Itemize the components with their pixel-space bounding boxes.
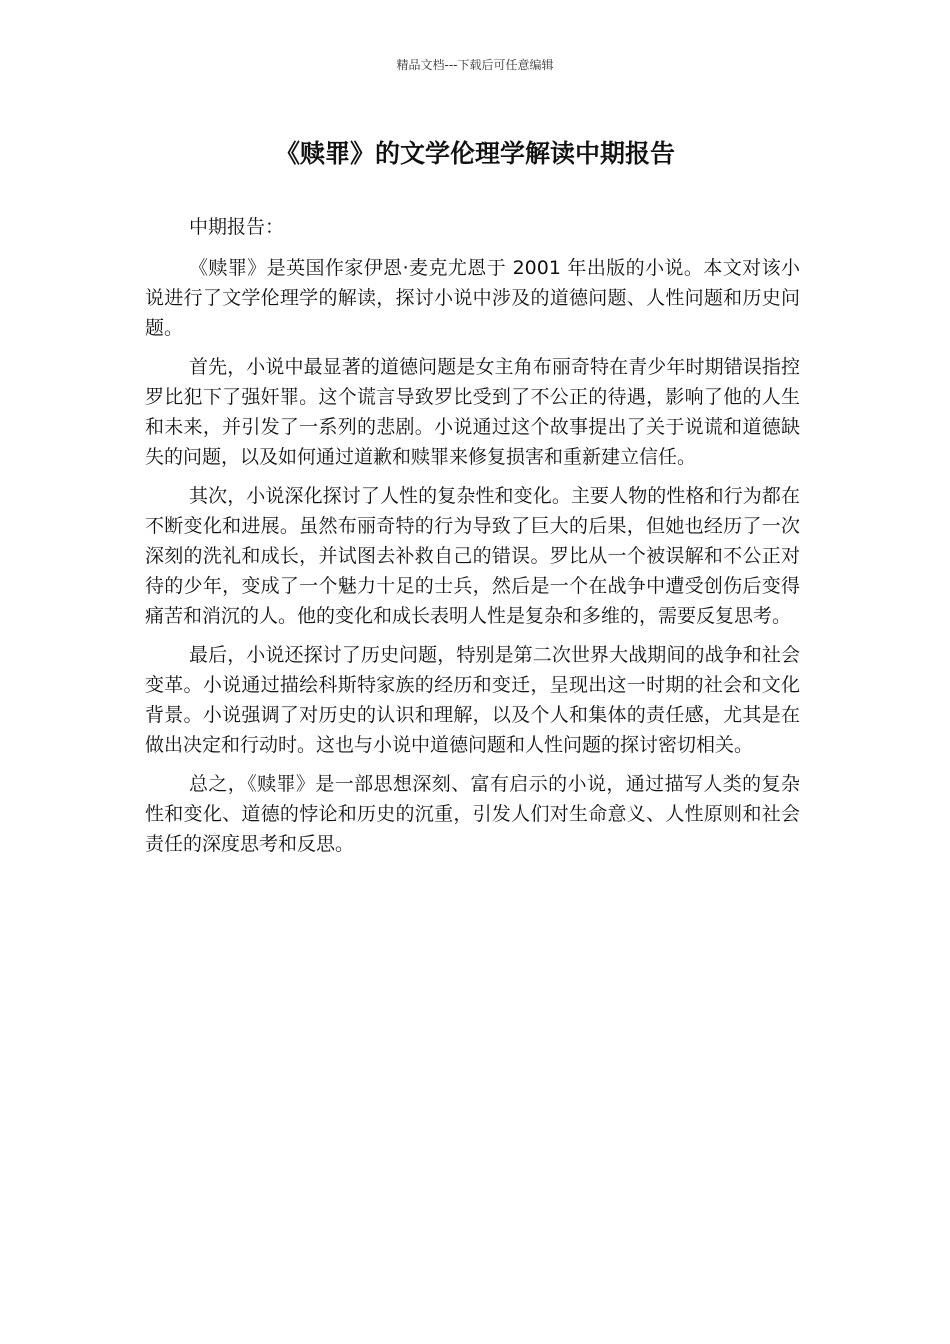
paragraph-history: 最后，小说还探讨了历史问题，特别是第二次世界大战期间的战争和社会变革。小说通过描绘科斯特家族的经历和变迁，呈现出这一时期的社会和文化背景。小说强调了对历史的认识和理解，以及个人和集体的责任感，尤其是在做出决定和行动时。这也与小说中道德问题和人性问题的探讨密切相关。 [145, 644, 800, 756]
header-note: 精品文档---下载后可任意编辑 [396, 58, 554, 72]
document-title: 《赎罪》的文学伦理学解读中期报告 [274, 139, 675, 168]
paragraph-human-nature: 其次，小说深化探讨了人性的复杂性和变化。主要人物的性格和行为都在不断变化和进展。虽然布丽奇特的行为导致了巨大的后果，但她也经历了一次深刻的洗礼和成长，并试图去补救自己的错误。罗比从一个被误解和不公正对待的少年，变成了一个魅力十足的士兵，然后是一个在战争中遭受创伤后变得痛苦和消沉的人。他的变化和成长表明人性是复杂和多维的，需要反复思考。 [145, 485, 800, 627]
paragraph-conclusion: 总之，《赎罪》是一部思想深刻、富有启示的小说，通过描写人类的复杂性和变化、道德的悖论和历史的沉重，引发人们对生命意义、人性原则和社会责任的深度思考和反思。 [145, 773, 800, 855]
paragraph-intro-label: 中期报告： [189, 216, 285, 238]
paragraph-moral-issue: 首先，小说中最显著的道德问题是女主角布丽奇特在青少年时期错误指控罗比犯下了强奸罪。这个谎言导致罗比受到了不公正的待遇，影响了他的人生和未来，并引发了一系列的悲剧。小说通过这个故事提出了关于说谎和道德缺失的问题，以及如何通过道歉和赎罪来修复损害和重新建立信任。 [145, 356, 800, 468]
document-body [145, 212, 800, 868]
paragraph-overview: 《赎罪》是英国作家伊恩·麦克尤恩于 2001 年出版的小说。本文对该小说进行了文学伦理学的解读，探讨小说中涉及的道德问题、人性问题和历史问题。 [145, 257, 800, 339]
